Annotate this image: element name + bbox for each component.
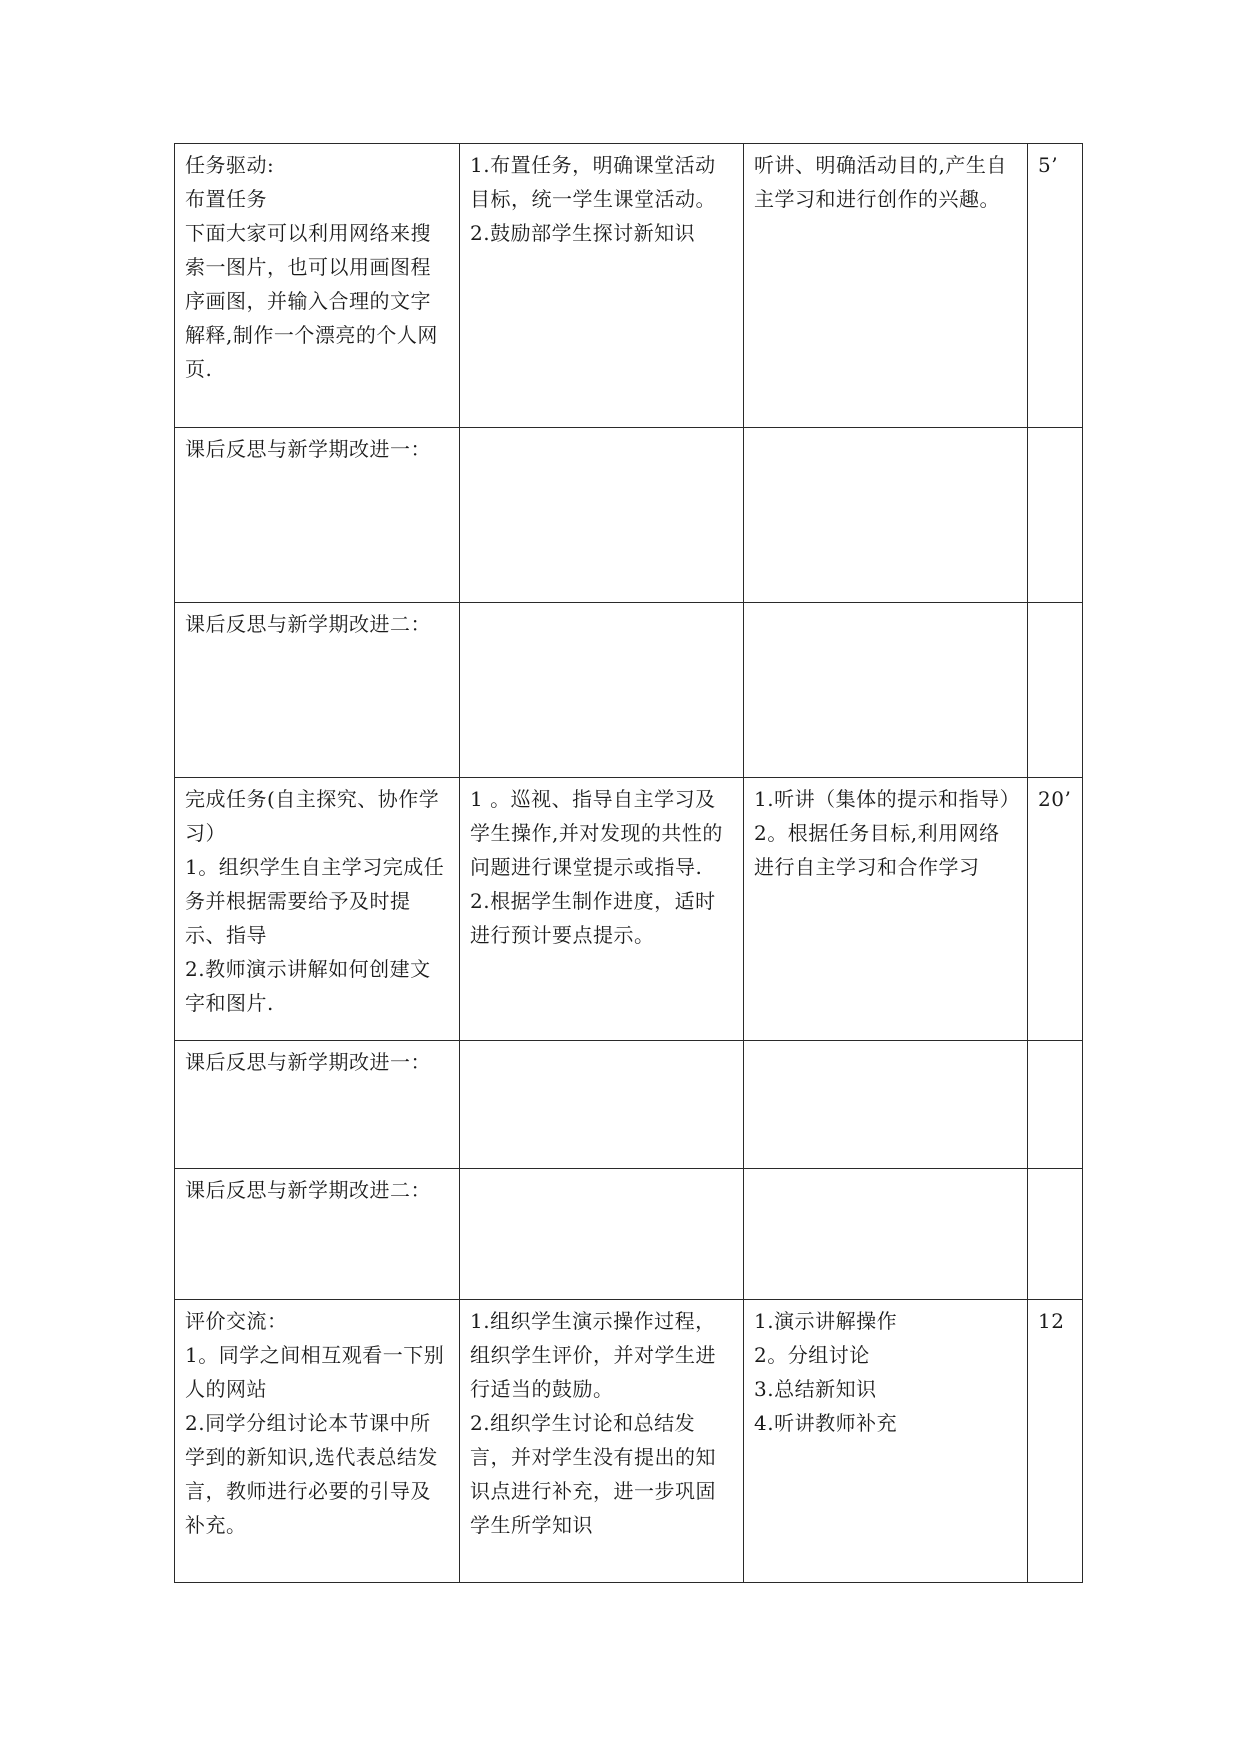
empty-cell	[460, 603, 744, 778]
cell-line: 1.演示讲解操作	[754, 1309, 898, 1333]
table-row	[175, 1169, 1083, 1300]
student-cell	[744, 144, 1028, 428]
empty-cell	[744, 1041, 1028, 1169]
empty-cell	[744, 1169, 1028, 1300]
cell-line: 课后反思与新学期改进一：	[185, 437, 431, 461]
table-row	[175, 144, 1083, 428]
teacher-cell	[460, 1300, 744, 1583]
time-cell: 20’	[1028, 778, 1083, 1041]
table-row	[175, 603, 1083, 778]
cell-line: 下面大家可以利用网络来搜索一图片，也可以用画图程序画图，并输入合理的文字解释,制作一个漂亮的个人网页.	[185, 221, 438, 381]
reflection-cell	[175, 1169, 460, 1300]
cell-line: 评价交流：	[185, 1309, 288, 1333]
time-cell: 5’	[1028, 144, 1083, 428]
empty-cell	[460, 428, 744, 603]
cell-line: 2.教师演示讲解如何创建文字和图片.	[185, 957, 431, 1015]
cell-line: 1。同学之间相互观看一下别人的网站	[185, 1343, 445, 1401]
cell-line: 3.总结新知识	[754, 1377, 877, 1401]
empty-cell	[1028, 1041, 1083, 1169]
cell-line: 2.同学分组讨论本节课中所学到的新知识,选代表总结发言，教师进行必要的引导及补充。	[185, 1411, 438, 1537]
cell-line: 课后反思与新学期改进二：	[185, 1178, 431, 1202]
empty-cell	[1028, 603, 1083, 778]
empty-cell	[744, 603, 1028, 778]
empty-cell	[460, 1041, 744, 1169]
cell-line: 1.听讲（集体的提示和指导）	[754, 787, 1021, 811]
cell-line: 任务驱动:	[185, 153, 275, 177]
cell-line: 2。分组讨论	[754, 1343, 870, 1367]
cell-line: 1.组织学生演示操作过程，组织学生评价，并对学生进行适当的鼓励。	[470, 1309, 716, 1401]
cell-line: 布置任务	[185, 187, 267, 211]
reflection-cell	[175, 1041, 460, 1169]
empty-cell	[1028, 1169, 1083, 1300]
table-row	[175, 778, 1083, 1041]
student-cell	[744, 1300, 1028, 1583]
student-cell	[744, 778, 1028, 1041]
table-row	[175, 1300, 1083, 1583]
cell-line: 2。根据任务目标,利用网络进行自主学习和合作学习	[754, 821, 1000, 879]
cell-line: 1。组织学生自主学习完成任务并根据需要给予及时提示、指导	[185, 855, 445, 947]
cell-line: 听讲、明确活动目的,产生自主学习和进行创作的兴趣。	[754, 153, 1007, 211]
table-row	[175, 1041, 1083, 1169]
table-row	[175, 428, 1083, 603]
cell-line: 2.鼓励部学生探讨新知识	[470, 221, 696, 245]
teacher-cell	[460, 778, 744, 1041]
activity-cell	[175, 1300, 460, 1583]
empty-cell	[744, 428, 1028, 603]
cell-line: 1 。巡视、指导自主学习及学生操作,并对发现的共性的问题进行课堂提示或指导.	[470, 787, 723, 879]
lesson-plan-table	[174, 143, 1083, 1583]
activity-cell	[175, 778, 460, 1041]
empty-cell	[1028, 428, 1083, 603]
teacher-cell	[460, 144, 744, 428]
reflection-cell	[175, 603, 460, 778]
cell-line: 课后反思与新学期改进一：	[185, 1050, 431, 1074]
time-cell: 12	[1028, 1300, 1083, 1583]
cell-line: 完成任务(自主探究、协作学习）	[185, 787, 440, 845]
reflection-cell	[175, 428, 460, 603]
cell-line: 课后反思与新学期改进二：	[185, 612, 431, 636]
cell-line: 4.听讲教师补充	[754, 1411, 898, 1435]
activity-cell	[175, 144, 460, 428]
cell-line: 2.组织学生讨论和总结发言，并对学生没有提出的知识点进行补充，进一步巩固学生所学知识	[470, 1411, 716, 1537]
cell-line: 1.布置任务，明确课堂活动目标，统一学生课堂活动。	[470, 153, 716, 211]
empty-cell	[460, 1169, 744, 1300]
cell-line: 2.根据学生制作进度，适时进行预计要点提示。	[470, 889, 716, 947]
